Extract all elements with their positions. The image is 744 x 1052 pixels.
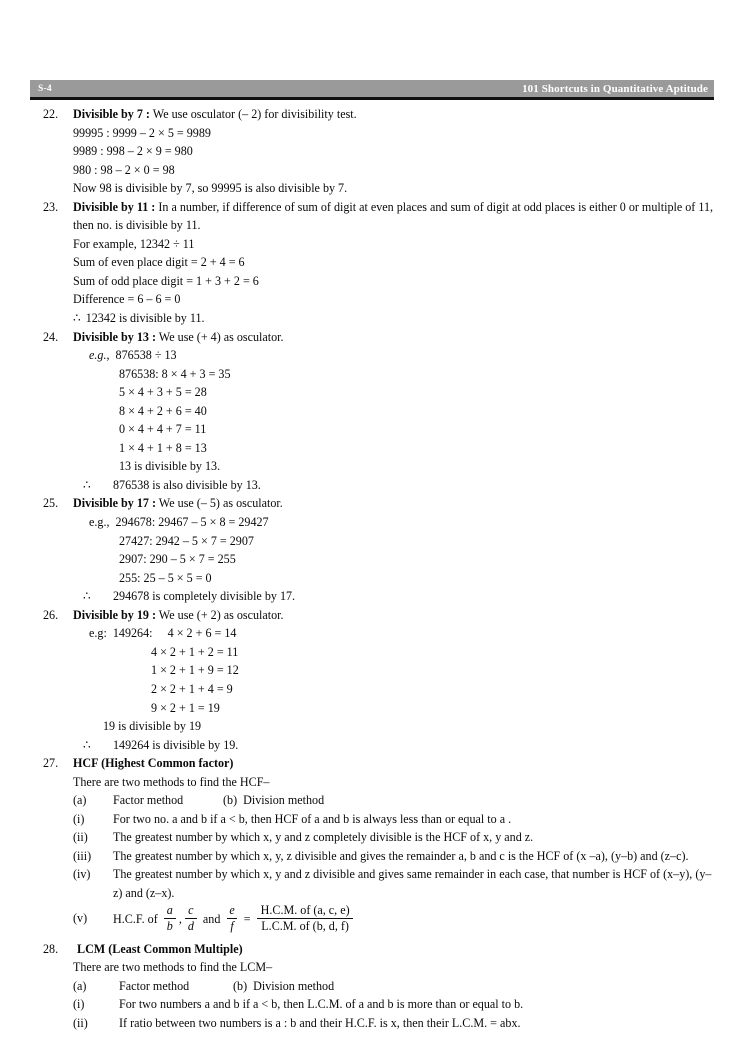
- equals-sign: =: [243, 911, 251, 926]
- step-line: 4 × 2 + 1 + 2 = 11: [151, 644, 239, 659]
- item-title-line: [73, 105, 720, 124]
- item-conclusion: [73, 309, 720, 328]
- point-mark: (i): [73, 997, 85, 1012]
- eg-value: 294678: 29467 – 5 × 8 = 29427: [115, 515, 269, 530]
- option-mark: (a): [73, 978, 87, 993]
- point-mark: (iii): [73, 848, 92, 863]
- item-title: Divisible by 19 :: [73, 607, 156, 622]
- item-title-rest: We use (+ 4) as osculator.: [156, 329, 284, 344]
- step-line: 876538: 8 × 4 + 3 = 35: [119, 366, 231, 381]
- list-item: [30, 198, 720, 328]
- option-row: [73, 791, 720, 810]
- list-item: [30, 494, 720, 605]
- step-line: 1 × 4 + 1 + 8 = 13: [119, 440, 207, 455]
- therefore-symbol: ∴: [83, 477, 91, 492]
- point-mark: (ii): [73, 830, 88, 845]
- option-mark: (b): [223, 793, 238, 808]
- list-item: [30, 105, 720, 198]
- running-header: [30, 80, 714, 97]
- fraction-numerator: H.C.M. of (a, c, e): [260, 902, 350, 917]
- fraction-a-over-b: [164, 904, 176, 934]
- page-folio: S-4: [38, 83, 52, 94]
- step-line: 2907: 290 – 5 × 7 = 255: [119, 552, 236, 567]
- item-line: Now 98 is divisible by 7, so 99995 is also divisible by 7.: [73, 181, 348, 196]
- formula-mark: (v): [73, 910, 88, 925]
- option-text: Division method: [253, 978, 335, 993]
- formula-row: [73, 903, 720, 934]
- step-line: 13 is divisible by 13.: [119, 459, 221, 474]
- item-title: Divisible by 11 :: [73, 199, 156, 214]
- fraction-denominator: L.C.M. of (b, d, f): [257, 918, 353, 934]
- item-title: Divisible by 13 :: [73, 329, 156, 344]
- item-number: 27.: [43, 756, 59, 771]
- eg-value: 876538 ÷ 13: [115, 348, 177, 363]
- fraction-numerator: e: [229, 902, 235, 917]
- list-item: [30, 940, 720, 1033]
- item-conclusion: [73, 476, 720, 495]
- point-mark: (iv): [73, 867, 91, 882]
- conclusion-text: 876538 is also divisible by 13.: [113, 477, 261, 492]
- formula-conjunction: and: [202, 911, 221, 926]
- option-text: Factor method: [119, 978, 190, 993]
- step-line: 2 × 2 + 1 + 4 = 9: [151, 681, 233, 696]
- list-item: [30, 754, 720, 934]
- item-line: For example, 12342 ÷ 11: [73, 236, 195, 251]
- section-heading-text: HCF (Highest Common factor): [73, 756, 234, 771]
- step-line: 5 × 4 + 3 + 5 = 28: [119, 385, 207, 400]
- option-text: Division method: [243, 793, 325, 808]
- step-line: 27427: 2942 – 5 × 7 = 2907: [119, 533, 254, 548]
- formula-lead: H.C.F. of: [113, 911, 158, 926]
- step-line: 9 × 2 + 1 = 19: [151, 700, 220, 715]
- item-line: Difference = 6 – 6 = 0: [73, 292, 181, 307]
- fraction-denominator: d: [185, 918, 197, 934]
- item-title: Divisible by 7 :: [73, 107, 150, 121]
- point-text: The greatest number by which x, y, z divisible and gives the remainder a, b and c is the HCF of (x –a), (y–b) and (z–c).: [113, 848, 689, 863]
- list-item: [30, 328, 720, 495]
- point-text: The greatest number by which x, y and z completely divisible is the HCF of x, y and z.: [113, 830, 534, 845]
- fraction-numerator: a: [166, 902, 173, 917]
- section-heading-text: LCM (Least Common Multiple): [77, 941, 243, 956]
- fraction-numerator: c: [188, 902, 194, 917]
- fraction-hcm-over-lcm: [257, 904, 354, 934]
- therefore-symbol: ∴: [83, 589, 91, 604]
- section-heading: [73, 940, 720, 959]
- point-text: For two numbers a and b if a < b, then L.C.M. of a and b is more than or equal to b.: [119, 997, 524, 1012]
- point-row: [73, 847, 720, 866]
- conclusion-text: 149264 is divisible by 19.: [113, 737, 239, 752]
- page-content: [30, 105, 720, 1033]
- item-line: 9989 : 998 – 2 × 9 = 980: [73, 144, 193, 159]
- point-mark: (ii): [73, 1015, 88, 1030]
- item-number: 26.: [43, 607, 59, 622]
- formula-separator: ,: [178, 911, 182, 926]
- item-title-line: [73, 494, 720, 513]
- item-title: Divisible by 17 :: [73, 496, 156, 511]
- example-line: [73, 346, 720, 365]
- item-number: 28.: [43, 941, 59, 956]
- therefore-symbol: ∴: [73, 311, 81, 326]
- book-title: 101 Shortcuts in Quantitative Aptitude: [522, 82, 708, 95]
- step-tail-line: 19 is divisible by 19: [103, 719, 202, 734]
- item-number: 23.: [43, 199, 59, 214]
- option-row: [73, 977, 720, 996]
- eg-label: e.g:: [89, 626, 107, 641]
- point-text: The greatest number by which x, y and z divisible and gives same remainder in each case, that number is HCF of (x–y), (y–z) and (z–x).: [113, 867, 712, 900]
- point-text: If ratio between two numbers is a : b and their H.C.F. is x, then their L.C.M. = abx.: [119, 1015, 521, 1030]
- option-b: [223, 791, 324, 810]
- step-line: 1 × 2 + 1 + 9 = 12: [151, 663, 239, 678]
- section-intro: There are two methods to find the LCM–: [73, 960, 273, 975]
- header-rule: [30, 97, 714, 100]
- point-text: For two no. a and b if a < b, then HCF of a and b is always less than or equal to a .: [113, 811, 512, 826]
- fraction-c-over-d: [185, 904, 197, 934]
- option-text: Factor method: [113, 793, 184, 808]
- fraction-e-over-f: [226, 904, 237, 934]
- item-conclusion: [73, 587, 720, 606]
- option-mark: (a): [73, 793, 87, 808]
- point-row: [73, 1014, 720, 1033]
- step-line: 0 × 4 + 4 + 7 = 11: [119, 422, 207, 437]
- point-row: [73, 810, 720, 829]
- step-line: 8 × 4 + 2 + 6 = 40: [119, 403, 207, 418]
- item-number: 25.: [43, 496, 59, 511]
- step-line: 255: 25 – 5 × 5 = 0: [119, 570, 212, 585]
- item-title-rest: We use (+ 2) as osculator.: [156, 607, 284, 622]
- point-row: [73, 828, 720, 847]
- item-title-line: [73, 198, 720, 235]
- fraction-denominator: f: [227, 918, 236, 934]
- eg-first-step: 4 × 2 + 6 = 14: [167, 626, 237, 641]
- example-line: [73, 624, 720, 643]
- item-title-rest: In a number, if difference of sum of digit at even places and sum of digit at odd places is either 0 or multiple of 11, then no. is divisible by 11.: [73, 199, 714, 233]
- item-number: 22.: [43, 107, 59, 121]
- section-heading: [73, 754, 720, 773]
- item-number: 24.: [43, 329, 59, 344]
- item-title-rest: We use (– 5) as osculator.: [156, 496, 283, 511]
- list-item: [30, 606, 720, 754]
- conclusion-text: 12342 is divisible by 11.: [85, 311, 205, 326]
- option-b: [233, 977, 334, 996]
- eg-value: 149264:: [112, 626, 153, 641]
- item-line: 99995 : 9999 – 2 × 5 = 9989: [73, 125, 211, 140]
- point-row: [73, 865, 720, 902]
- item-title-line: [73, 606, 720, 625]
- hcf-fraction-formula: [113, 904, 357, 934]
- item-line: Sum of odd place digit = 1 + 3 + 2 = 6: [73, 273, 259, 288]
- example-line: [73, 513, 720, 532]
- section-intro: There are two methods to find the HCF–: [73, 774, 270, 789]
- point-row: [73, 995, 720, 1014]
- item-line: 980 : 98 – 2 × 0 = 98: [73, 162, 175, 177]
- item-title-rest: We use osculator (– 2) for divisibility test.: [149, 107, 357, 121]
- therefore-symbol: ∴: [83, 737, 91, 752]
- item-conclusion: [73, 736, 720, 755]
- point-mark: (i): [73, 811, 85, 826]
- item-title-line: [73, 328, 720, 347]
- item-line: Sum of even place digit = 2 + 4 = 6: [73, 255, 245, 270]
- fraction-denominator: b: [164, 918, 176, 934]
- eg-label: e.g.,: [89, 348, 110, 363]
- eg-label: e.g.,: [89, 515, 110, 530]
- option-mark: (b): [233, 978, 248, 993]
- conclusion-text: 294678 is completely divisible by 17.: [113, 589, 296, 604]
